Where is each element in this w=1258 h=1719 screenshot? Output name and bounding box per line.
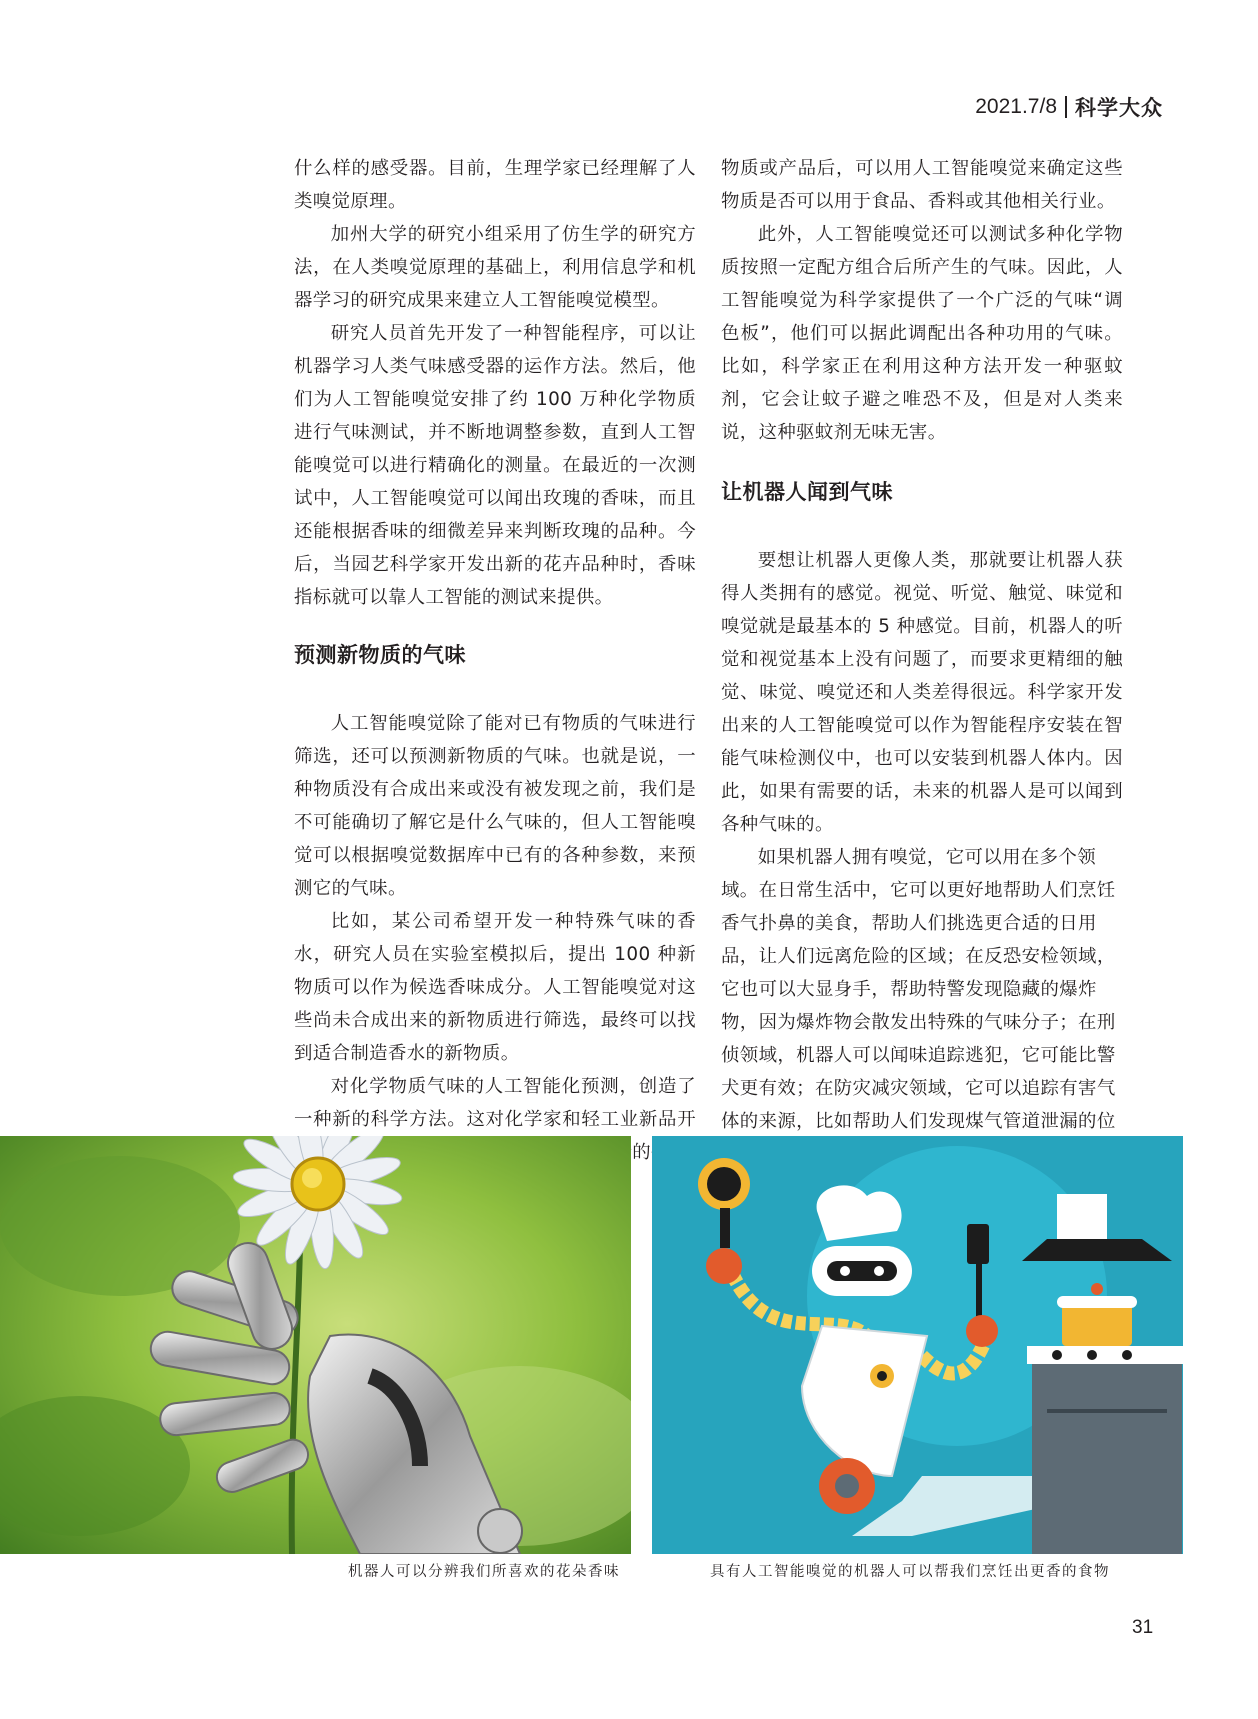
issue-date: 2021.7/8 <box>975 95 1057 118</box>
image-caption-left: 机器人可以分辨我们所喜欢的花朵香味 <box>348 1564 620 1580</box>
section-heading: 预测新物质的气味 <box>294 643 466 667</box>
paragraph: 此外，人工智能嗅觉还可以测试多种化学物质按照一定配方组合后所产生的气味。因此，人工智能嗅觉为科学家提供了一个广泛的气味“调色板”，他们可以据此调配出各种功用的气味。比如，科学家正在利用这种方法开发一种驱蚊剂，它会让蚊子避之唯恐不及，但是对人类来说，这种驱蚊剂无味无害。 <box>721 224 1123 443</box>
header-divider <box>1065 96 1067 118</box>
paragraph: 要想让机器人更像人类，那就要让机器人获得人类拥有的感觉。视觉、听觉、触觉、味觉和嗅觉就是最基本的 5 种感觉。目前，机器人的听觉和视觉基本上没有问题了，而要求更精细的触觉、味觉、嗅觉还和人类差得很远。科学家开发出来的人工智能嗅觉可以作为智能程序安装在智能气味检测仪中，也可以安装到机器人体内。因此，如果有需要的话，未来的机器人是可以闻到各种气味的。 <box>721 550 1123 835</box>
magazine-logo: 科学大众 <box>1075 95 1163 120</box>
paragraph-with-credit <box>721 841 1123 1171</box>
page-number: 31 <box>1132 1617 1154 1638</box>
paragraph: 如果机器人拥有嗅觉，它可以用在多个领域。在日常生活中，它可以更好地帮助人们烹饪香气扑鼻的美食，帮助人们挑选更合适的日用品，让人们远离危险的区域；在反恐安检领域，它也可以大显身手，帮助特警发现隐藏的爆炸物，因为爆炸物会散发出特殊的气味分子；在刑侦领域，机器人可以闻味追踪逃犯，它可能比警犬更有效；在防灾减灾领域，它可以追踪有害气体的来源，比如帮助人们发现煤气管道泄漏的位 <box>721 847 1116 1132</box>
paragraph: 人工智能嗅觉除了能对已有物质的气味进行筛选，还可以预测新物质的气味。也就是说，一种物质没有合成出来或没有被发现之前，我们是不可能确切了解它是什么气味的，但人工智能嗅觉可以根据嗅觉数据库中已有的各种参数，来预测它的气味。 <box>294 713 696 899</box>
cooking-robot-illustration <box>652 1136 1183 1554</box>
paragraph: 研究人员首先开发了一种智能程序，可以让机器学习人类气味感受器的运作方法。然后，他们为人工智能嗅觉安排了约 100 万种化学物质进行气味测试，并不断地调整参数，直到人工智能嗅觉可以进行精确化的测量。在最近的一次测试中，人工智能嗅觉可以闻出玫瑰的香味，而且还能根据香味的细微差异来判断玫瑰的品种。今后，当园艺科学家开发出新的花卉品种时，香味指标就可以靠人工智能的测试来提供。 <box>294 323 696 608</box>
paragraph: 物质或产品后，可以用人工智能嗅觉来确定这些物质是否可以用于食品、香料或其他相关行业。 <box>721 158 1123 212</box>
left-column <box>294 152 696 1169</box>
paragraph: 比如，某公司希望开发一种特殊气味的香水，研究人员在实验室模拟后，提出 100 种新物质可以作为候选香味成分。人工智能嗅觉对这些尚未合成出来的新物质进行筛选，最终可以找到适合制造香水的新物质。 <box>294 911 696 1064</box>
paragraph: 什么样的感受器。目前，生理学家已经理解了人类嗅觉原理。 <box>294 158 696 212</box>
paragraph: 加州大学的研究小组采用了仿生学的研究方法，在人类嗅觉原理的基础上，利用信息学和机器学习的研究成果来建立人工智能嗅觉模型。 <box>294 224 696 311</box>
image-caption-right: 具有人工智能嗅觉的机器人可以帮我们烹饪出更香的食物 <box>710 1564 1110 1580</box>
page-header <box>975 94 1163 120</box>
paragraph: 对化学物质气味的人工智能化预测，创造了一种新的科学方法。这对化学家和轻工业新品开 新的 <box>294 1076 696 1163</box>
section-heading: 让机器人闻到气味 <box>721 480 893 504</box>
right-column <box>721 152 1123 1171</box>
robot-hand-flower-image <box>0 1136 631 1554</box>
stove <box>1027 1346 1183 1554</box>
